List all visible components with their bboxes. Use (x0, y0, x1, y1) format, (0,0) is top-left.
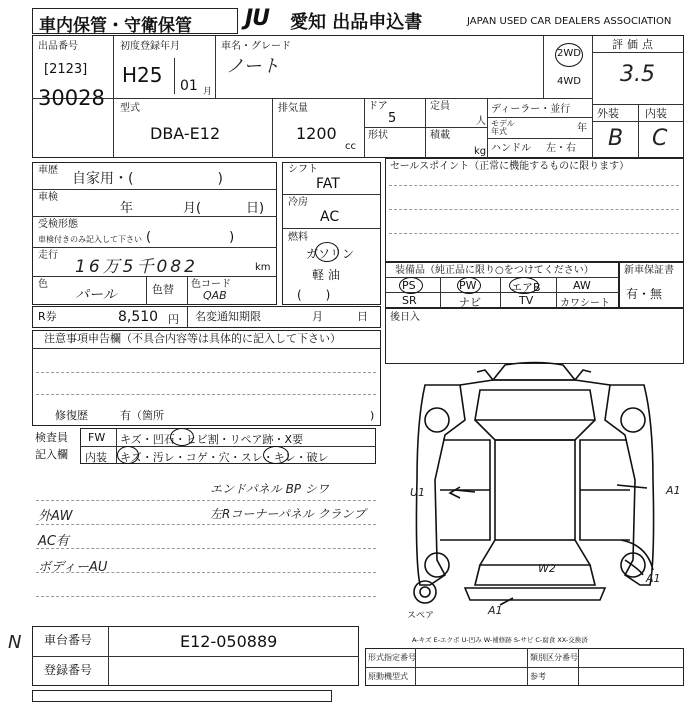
registration-label: 登録番号 (44, 663, 93, 677)
dealer-label: ディーラー・並行 (491, 104, 571, 115)
first-reg-month-unit: 月 (203, 87, 213, 97)
sales-point-block (385, 158, 684, 262)
notice-deadline-label: 名変通知期限 (195, 310, 261, 323)
form-title: 愛知 出品申込書 (290, 12, 423, 33)
damage-a1-right-top: A1 (666, 484, 681, 497)
recycle-value: 8,510 (118, 309, 159, 325)
checker-int-items: キズ・汚レ・コゲ・穴・スレ・キレ・破レ (120, 451, 329, 464)
class-number-label: 類別区分番号 (530, 653, 578, 662)
color-change-label: 色替 (152, 283, 174, 296)
storage-note: 車内保管・守衛保管 (39, 16, 192, 36)
equipment-pw: PW (459, 279, 477, 292)
acceptance-value: ( ) (146, 230, 235, 245)
first-reg-year: H25 (122, 63, 163, 87)
equipment-sr: SR (402, 294, 417, 307)
interior-score: C (652, 126, 668, 151)
load-label: 積載 (430, 130, 450, 141)
spare-label: スペア (407, 611, 435, 621)
chassis-label: 車台番号 (44, 633, 93, 647)
load-unit: kg (474, 146, 487, 157)
history-label: 車歴 (38, 165, 58, 176)
model-grade-label: 車名・グレード (221, 41, 291, 52)
equipment-leather-seat: カワシート (560, 298, 610, 309)
equipment-aw: AW (573, 279, 591, 292)
score-value: 3.5 (620, 62, 655, 87)
lot-bracket: [2123] (44, 62, 88, 77)
post-input-block (385, 308, 684, 364)
fuel-diesel: 軽 油 (312, 268, 340, 282)
first-reg-label: 初度登録年月 (120, 41, 180, 52)
damage-a1-right-bottom: A1 (646, 572, 661, 585)
model-year-unit: 年 (577, 123, 587, 134)
inspection-year-unit: 年 (120, 201, 134, 216)
color-code-label: 色コード (191, 279, 231, 290)
ac-value: AC (320, 209, 340, 225)
damage-w2: W2 (538, 562, 556, 575)
inspection-day-unit: 日) (246, 201, 265, 216)
capacity-unit: 人 (476, 116, 486, 127)
warranty-label: 新車保証書 (624, 265, 674, 276)
acceptance-label: 受検形態 (38, 219, 78, 230)
car-damage-diagram (385, 360, 684, 630)
post-input-label: 後日入 (390, 312, 420, 323)
fuel-gasoline: ガソリン (306, 247, 355, 261)
side-mark: N (8, 632, 22, 653)
top-block (32, 35, 684, 158)
recycle-unit: 円 (168, 313, 179, 326)
color-value: パール (75, 287, 117, 303)
checker-circle-2 (117, 446, 139, 464)
warranty-value: 有・無 (626, 287, 663, 301)
recycle-label: R券 (38, 310, 57, 323)
damage-a1-bottom: A1 (488, 604, 503, 617)
mileage-unit: km (255, 262, 271, 273)
fuel-other: ( ) (297, 288, 331, 302)
model-grade-value: ノート (226, 56, 280, 77)
repair-history-label: 修復歴 (55, 409, 88, 422)
checker-label: 検査員 (35, 431, 68, 444)
inspection-month-unit: 月( (183, 201, 202, 216)
mileage-label: 走行 (38, 250, 58, 261)
reference-label: 参考 (530, 672, 546, 681)
note-line-3: AC有 (38, 534, 69, 549)
checker-circle-1 (170, 428, 194, 446)
sales-point-label: セールスポイント（正常に機能するものに限ります） (390, 161, 630, 172)
association-logo: JU (245, 6, 270, 31)
spec-number-label: 形式指定番号 (368, 653, 416, 662)
entry-label: 記入欄 (35, 448, 68, 461)
shift-value: FAT (316, 176, 340, 192)
damage-u1: U1 (410, 486, 426, 499)
doors-label: ドア (368, 101, 388, 112)
history-value: 自家用・( ) (72, 171, 223, 187)
doors-value: 5 (388, 111, 397, 126)
equipment-airbag: エアB (511, 281, 541, 294)
first-reg-month: 01 (180, 78, 198, 94)
chassis-value: E12-050889 (180, 632, 278, 651)
notice-month-unit: 月 (312, 310, 323, 323)
equipment-label: 装備品（純正品に限り○をつけてください） (395, 265, 594, 276)
mileage-value: 16万5千082 (75, 257, 198, 277)
color-label: 色 (38, 279, 48, 290)
checker-ext-items: キズ・凹石・ヒビ割・リペア跡・X要 (120, 433, 304, 446)
note-line-2b: 左Rコーナーパネル クランプ (210, 507, 366, 521)
score-label: 評価点 (612, 38, 657, 51)
equipment-ps: PS (402, 279, 416, 292)
interior-label: 内装 (645, 107, 667, 120)
drive-4wd: 4WD (557, 76, 581, 87)
model-year-label: モデル年式 (491, 119, 515, 136)
repair-history-value: 有（箇所 (120, 409, 164, 422)
inspection-label: 車検 (38, 192, 58, 203)
shape-label: 形状 (368, 130, 388, 141)
notice-day-unit: 日 (357, 310, 368, 323)
shift-label: シフト (288, 164, 318, 175)
note-line-2a: 外AW (38, 509, 73, 524)
engine-type-label: 原動機型式 (368, 672, 408, 681)
notes-label: 注意事項申告欄（不具合内容等は具体的に記入して下さい） (44, 332, 341, 345)
checker-ext-prefix: FW (88, 431, 106, 444)
handle-value: 左・右 (546, 143, 576, 154)
type-value: DBA-E12 (150, 124, 221, 143)
lot-number: 30028 (38, 86, 105, 110)
capacity-label: 定員 (430, 101, 450, 112)
type-label: 型式 (120, 103, 140, 114)
form-title-en: JAPAN USED CAR DEALERS ASSOCIATION (467, 16, 672, 27)
exterior-score: B (608, 126, 624, 151)
equipment-navi: ナビ (459, 296, 481, 309)
storage-note-box (32, 8, 238, 34)
drive-2wd: 2WD (557, 48, 581, 59)
displacement-value: 1200 (296, 124, 337, 143)
bottom-strip (32, 690, 332, 702)
repair-history-close: ) (370, 409, 375, 422)
fuel-label: 燃料 (288, 232, 308, 243)
lot-label: 出品番号 (38, 41, 78, 52)
checker-int-prefix: 内装 (85, 451, 107, 464)
exterior-label: 外装 (597, 107, 619, 120)
displacement-unit: cc (345, 141, 356, 152)
note-line-4: ボディーAU (38, 560, 108, 575)
acceptance-note: 車検付きのみ記入して下さい (38, 235, 142, 244)
color-code-value: QAB (203, 289, 227, 302)
displacement-label: 排気量 (278, 103, 308, 114)
damage-legend: A-キズ E-エクボ U-凹み W-補修跡 S-サビ C-腐食 XX-交換済 (412, 636, 588, 644)
handle-label: ハンドル (491, 143, 531, 154)
ac-label: 冷房 (288, 197, 308, 208)
equipment-tv: TV (519, 294, 534, 307)
checker-circle-3 (263, 446, 289, 464)
note-line-1: エンドパネル BP シワ (210, 482, 329, 496)
